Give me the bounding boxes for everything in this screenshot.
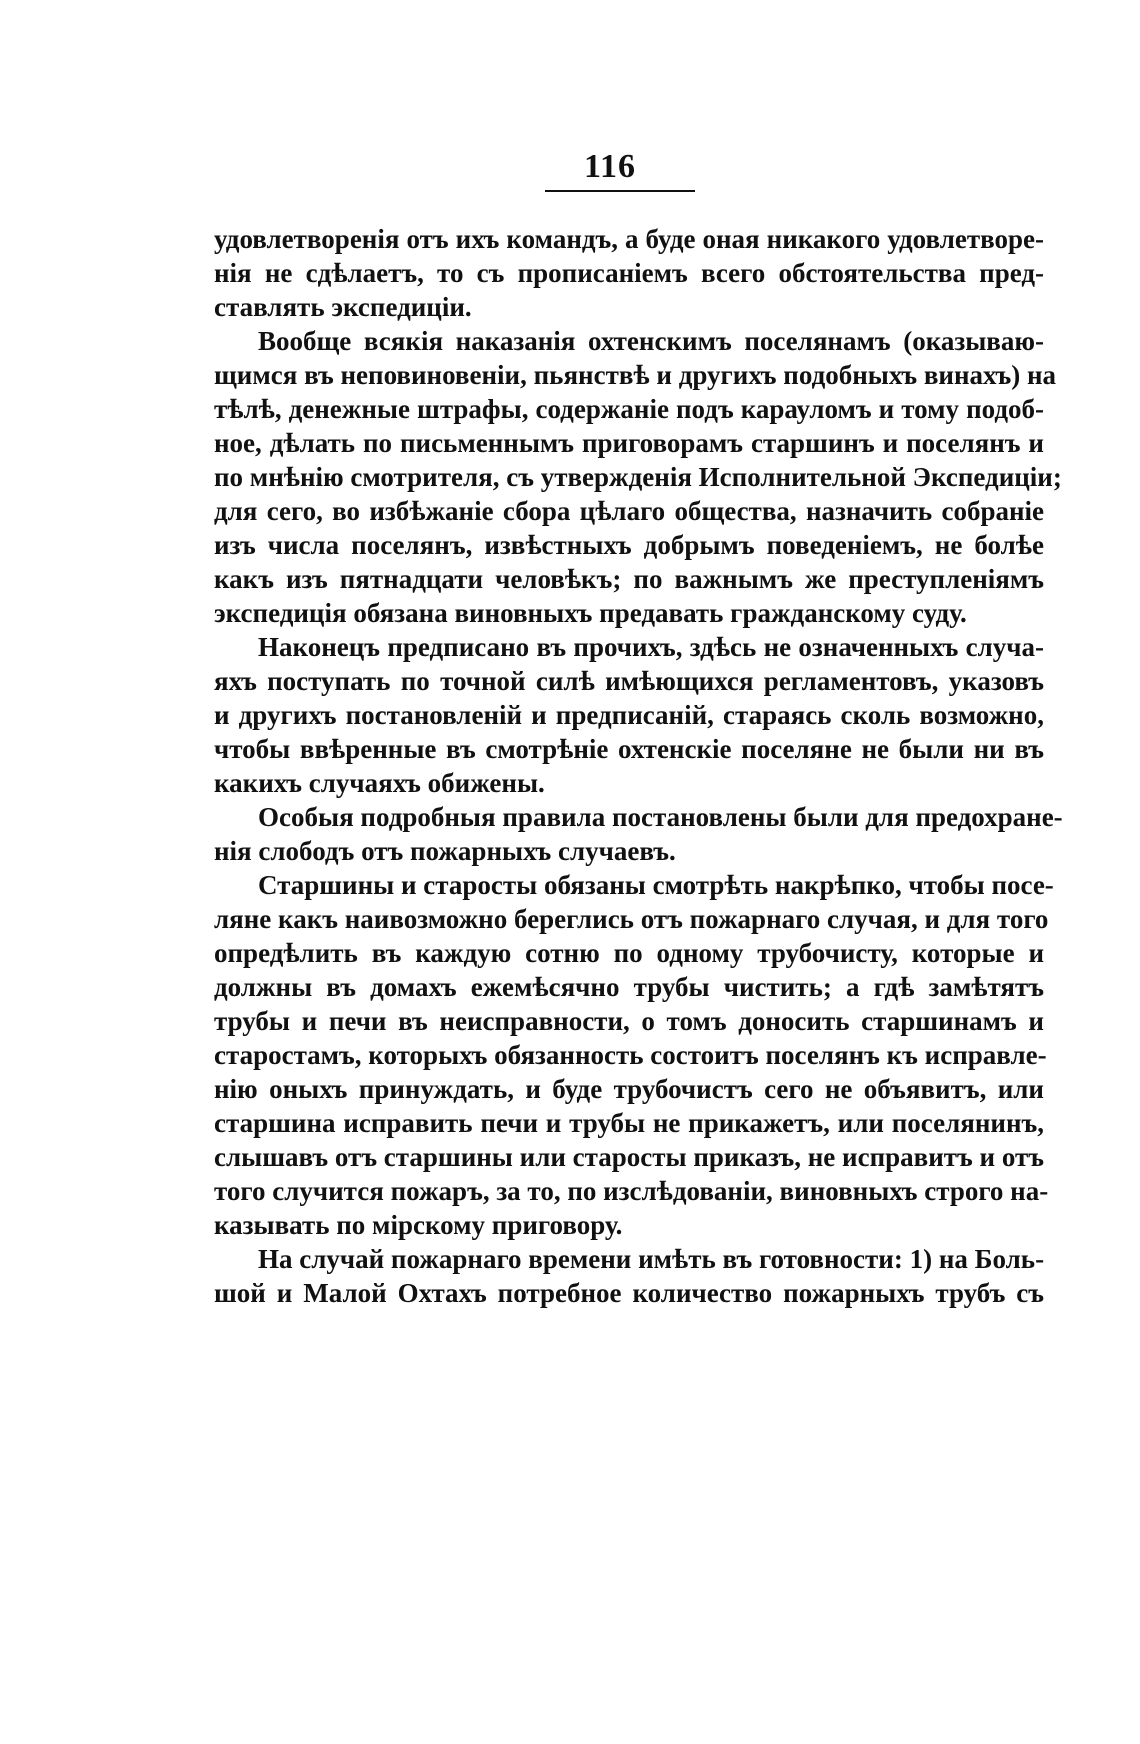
text-line: нія не сдѣлаетъ, то съ прописаніемъ всего обстоятельства пред- [214,258,1044,288]
text-line: ставлять экспедиціи. [214,292,472,322]
text-line: трубы и печи въ неисправности, о томъ доносить старшинамъ и [214,1006,1044,1036]
header-rule [545,190,695,192]
text-line: изъ числа поселянъ, извѣстныхъ добрымъ поведеніемъ, не болѣе [214,530,1044,560]
text-line: чтобы ввѣренные въ смотрѣніе охтенскіе поселяне не были ни въ [214,734,1044,764]
text-line: яхъ поступать по точной силѣ имѣющихся регламентовъ, указовъ [214,666,1044,696]
text-line: того случится пожаръ, за то, по изслѣдованіи, виновныхъ строго на- [214,1176,1049,1206]
text-line: тѣлѣ, денежные штрафы, содержаніе подъ карауломъ и тому подоб- [214,394,1044,424]
text-line: экспедиція обязана виновныхъ предавать гражданскому суду. [214,598,967,628]
text-line: по мнѣнію смотрителя, съ утвержденія Исполнительной Экспедиціи; [214,462,1062,492]
text-line: какихъ случаяхъ обижены. [214,768,545,798]
text-line: старостамъ, которыхъ обязанность состоитъ поселянъ къ исправле- [214,1040,1047,1070]
text-line: На случай пожарнаго времени имѣть въ готовности: 1) на Боль- [258,1244,1045,1274]
text-line: ное, дѣлать по письменнымъ приговорамъ старшинъ и поселянъ и [214,428,1044,458]
page-number: 116 [583,148,637,185]
text-line: для сего, во избѣжаніе сбора цѣлаго общества, назначить собраніе [214,496,1044,526]
text-line: щимся въ неповиновеніи, пьянствѣ и другихъ подобныхъ винахъ) на [214,360,1057,390]
text-line: шой и Малой Охтахъ потребное количество пожарныхъ трубъ съ [214,1278,1044,1308]
text-line: казывать по мірскому приговору. [214,1210,623,1240]
text-line: Старшины и старосты обязаны смотрѣть накрѣпко, чтобы посе- [258,870,1054,900]
text-line: ляне какъ наивозможно береглись отъ пожарнаго случая, и для того [214,904,1049,934]
text-line: слышавъ отъ старшины или старосты приказъ, не исправитъ и отъ [214,1142,1044,1172]
text-line: какъ изъ пятнадцати человѣкъ; по важнымъ же преступленіямъ [214,564,1044,594]
text-line: Вообще всякія наказанія охтенскимъ поселянамъ (оказываю- [258,326,1044,356]
text-line: нію оныхъ принуждать, и буде трубочистъ сего не объявитъ, или [214,1074,1044,1104]
text-line: должны въ домахъ ежемѣсячно трубы чистить; а гдѣ замѣтятъ [214,972,1044,1002]
text-line: старшина исправить печи и трубы не прикажетъ, или поселянинъ, [214,1108,1044,1138]
body-text [214,222,1063,1310]
text-line: опредѣлить въ каждую сотню по одному трубочисту, которые и [214,938,1044,968]
text-line: нія слободъ отъ пожарныхъ случаевъ. [214,836,676,866]
text-line: Особыя подробныя правила постановлены были для предохране- [258,802,1063,832]
text-line: Наконецъ предписано въ прочихъ, здѣсь не означенныхъ случа- [258,632,1044,662]
text-line: удовлетворенія отъ ихъ командъ, а буде оная никакого удовлетворе- [214,224,1044,254]
text-line: и другихъ постановленій и предписаній, стараясь сколь возможно, [214,700,1044,730]
